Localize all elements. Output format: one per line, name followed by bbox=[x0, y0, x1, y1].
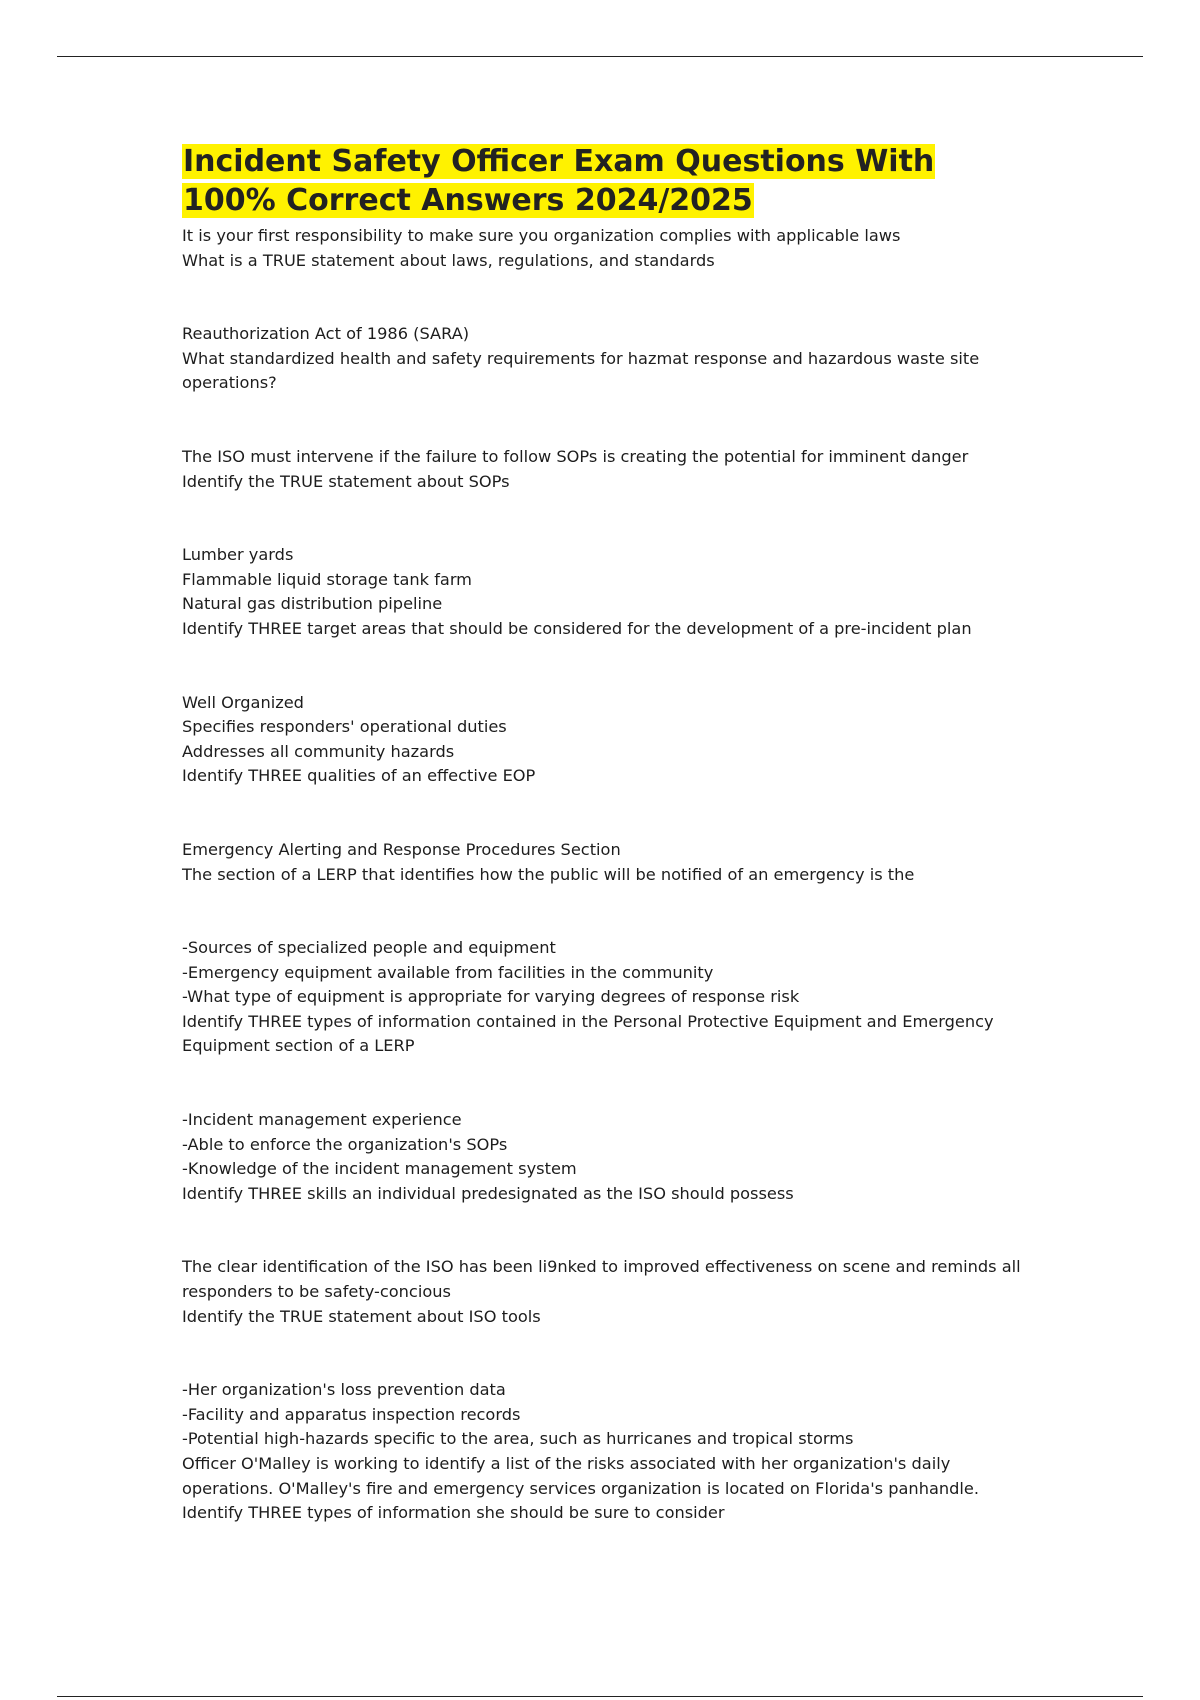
qa-item-7 bbox=[182, 936, 1022, 1059]
answer-line: -Emergency equipment available from facilities in the community bbox=[182, 962, 714, 982]
answer-line: Specifies responders' operational duties bbox=[182, 717, 507, 737]
answer-line: -Able to enforce the organization's SOPs bbox=[182, 1134, 508, 1154]
answer-line: The clear identification of the ISO has been li9nked to improved effectiveness on scene and reminds all responders to be safety-concious bbox=[182, 1257, 1021, 1302]
qa-item-4 bbox=[182, 543, 1022, 641]
answer-line: -Sources of specialized people and equipment bbox=[182, 938, 556, 958]
answer-line: -Facility and apparatus inspection records bbox=[182, 1404, 521, 1424]
answer-line: The ISO must intervene if the failure to follow SOPs is creating the potential for imminent danger bbox=[182, 446, 969, 466]
question-line: Identify the TRUE statement about ISO tools bbox=[182, 1306, 541, 1326]
question-line: What standardized health and safety requirements for hazmat response and hazardous waste site operations? bbox=[182, 348, 980, 393]
qa-item-10 bbox=[182, 1378, 1022, 1526]
qa-list bbox=[182, 224, 1022, 1526]
answer-line: -Potential high-hazards specific to the area, such as hurricanes and tropical storms bbox=[182, 1429, 854, 1449]
qa-item-3 bbox=[182, 445, 1022, 494]
answer-line: Emergency Alerting and Response Procedures Section bbox=[182, 839, 621, 859]
answer-line: -What type of equipment is appropriate for varying degrees of response risk bbox=[182, 987, 800, 1007]
qa-item-1 bbox=[182, 224, 1022, 273]
document-title bbox=[182, 142, 1022, 220]
question-line: Identify THREE skills an individual predesignated as the ISO should possess bbox=[182, 1183, 794, 1203]
answer-line: It is your first responsibility to make sure you organization complies with applicable laws bbox=[182, 226, 901, 245]
answer-line: -Incident management experience bbox=[182, 1110, 462, 1130]
qa-item-6 bbox=[182, 838, 1022, 887]
question-line: Identify THREE qualities of an effective EOP bbox=[182, 766, 536, 786]
answer-line: -Knowledge of the incident management system bbox=[182, 1159, 577, 1179]
qa-item-2 bbox=[182, 322, 1022, 396]
answer-line: Addresses all community hazards bbox=[182, 741, 455, 761]
answer-line: Reauthorization Act of 1986 (SARA) bbox=[182, 324, 470, 344]
footer-rule bbox=[57, 1696, 1143, 1697]
qa-item-5 bbox=[182, 691, 1022, 789]
document-title-text: Incident Safety Officer Exam Questions With 100% Correct Answers 2024/2025 bbox=[183, 144, 935, 218]
answer-line: Natural gas distribution pipeline bbox=[182, 594, 443, 614]
question-line: Officer O'Malley is working to identify a list of the risks associated with her organization's daily operations. O'Malley's fire and emergency services organization is located on Florida's panhandle. Identify THREE types of information she should be sure to consider bbox=[182, 1454, 980, 1523]
document-body bbox=[182, 142, 1022, 1575]
answer-line: Well Organized bbox=[182, 692, 304, 712]
question-line: What is a TRUE statement about laws, regulations, and standards bbox=[182, 250, 715, 270]
question-line: Identify THREE types of information contained in the Personal Protective Equipment and Emergency Equipment section of a LERP bbox=[182, 1011, 994, 1056]
question-line: Identify the TRUE statement about SOPs bbox=[182, 471, 510, 491]
answer-line: Flammable liquid storage tank farm bbox=[182, 569, 472, 589]
question-line: Identify THREE target areas that should be considered for the development of a pre-incident plan bbox=[182, 618, 972, 638]
header-rule bbox=[57, 56, 1143, 57]
question-line: The section of a LERP that identifies how the public will be notified of an emergency is the bbox=[182, 864, 915, 884]
qa-item-9 bbox=[182, 1255, 1022, 1329]
answer-line: Lumber yards bbox=[182, 545, 294, 565]
answer-line: -Her organization's loss prevention data bbox=[182, 1380, 506, 1400]
qa-item-8 bbox=[182, 1108, 1022, 1206]
